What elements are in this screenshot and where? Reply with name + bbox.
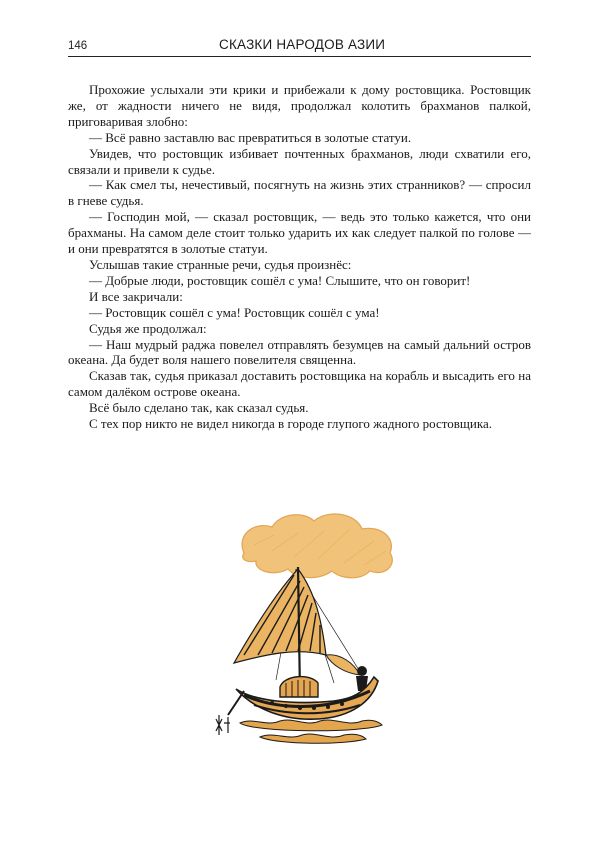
sailor-head	[357, 666, 367, 676]
waves	[240, 720, 382, 743]
header-rule	[68, 56, 531, 57]
oar	[228, 691, 244, 715]
cloud-shape	[242, 514, 392, 578]
paragraph: Услышав такие странные речи, судья произнёс:	[89, 256, 352, 272]
running-head-title: СКАЗКИ НАРОДОВ АЗИИ	[219, 37, 386, 52]
paragraph: Всё было сделано так, как сказал судья.	[89, 400, 309, 416]
paragraph: Сказав так, судья приказал доставить ростовщика на корабль и высадить его на самом далёком острове океана.	[68, 368, 531, 400]
paragraph: Судья же продолжал:	[89, 320, 207, 336]
artist-monogram	[216, 715, 230, 735]
paragraph: — Всё равно заставлю вас превратиться в золотые статуи.	[89, 129, 412, 145]
paragraph: — Наш мудрый раджа повелел отправлять безумцев на самый дальний остров океана. Да будет воля нашего повелителя священна.	[68, 336, 531, 368]
ship-illustration	[214, 505, 404, 770]
paragraph: — Ростовщик сошёл с ума! Ростовщик сошёл с ума!	[89, 304, 380, 320]
page-number: 146	[68, 40, 88, 52]
paragraph: — Как смел ты, нечестивый, посягнуть на жизнь этих странников? — спросил в гневе судья.	[68, 177, 531, 209]
paragraph: Прохожие услыхали эти крики и прибежали к дому ростовщика. Ростовщик же, от жадности ничего не видя, продолжал колотить брахманов палкой, приговаривая злобно:	[68, 82, 531, 129]
paragraph: — Добрые люди, ростовщик сошёл с ума! Слышите, что он говорит!	[89, 272, 471, 288]
paragraph: Увидев, что ростовщик избивает почтенных брахманов, люди схватили его, связали и привели к судье.	[68, 145, 531, 177]
paragraph: С тех пор никто не видел никогда в городе глупого жадного ростовщика.	[89, 416, 493, 432]
paragraph: — Господин мой, — сказал ростовщик, — ведь это только кажется, что они брахманы. На самом деле стоит только ударить их как следует палкой по голове — и они превратятся в золотые статуи.	[68, 209, 531, 257]
paragraph: И все закричали:	[89, 288, 183, 304]
story-text	[68, 82, 531, 432]
fore-sail	[326, 655, 360, 675]
